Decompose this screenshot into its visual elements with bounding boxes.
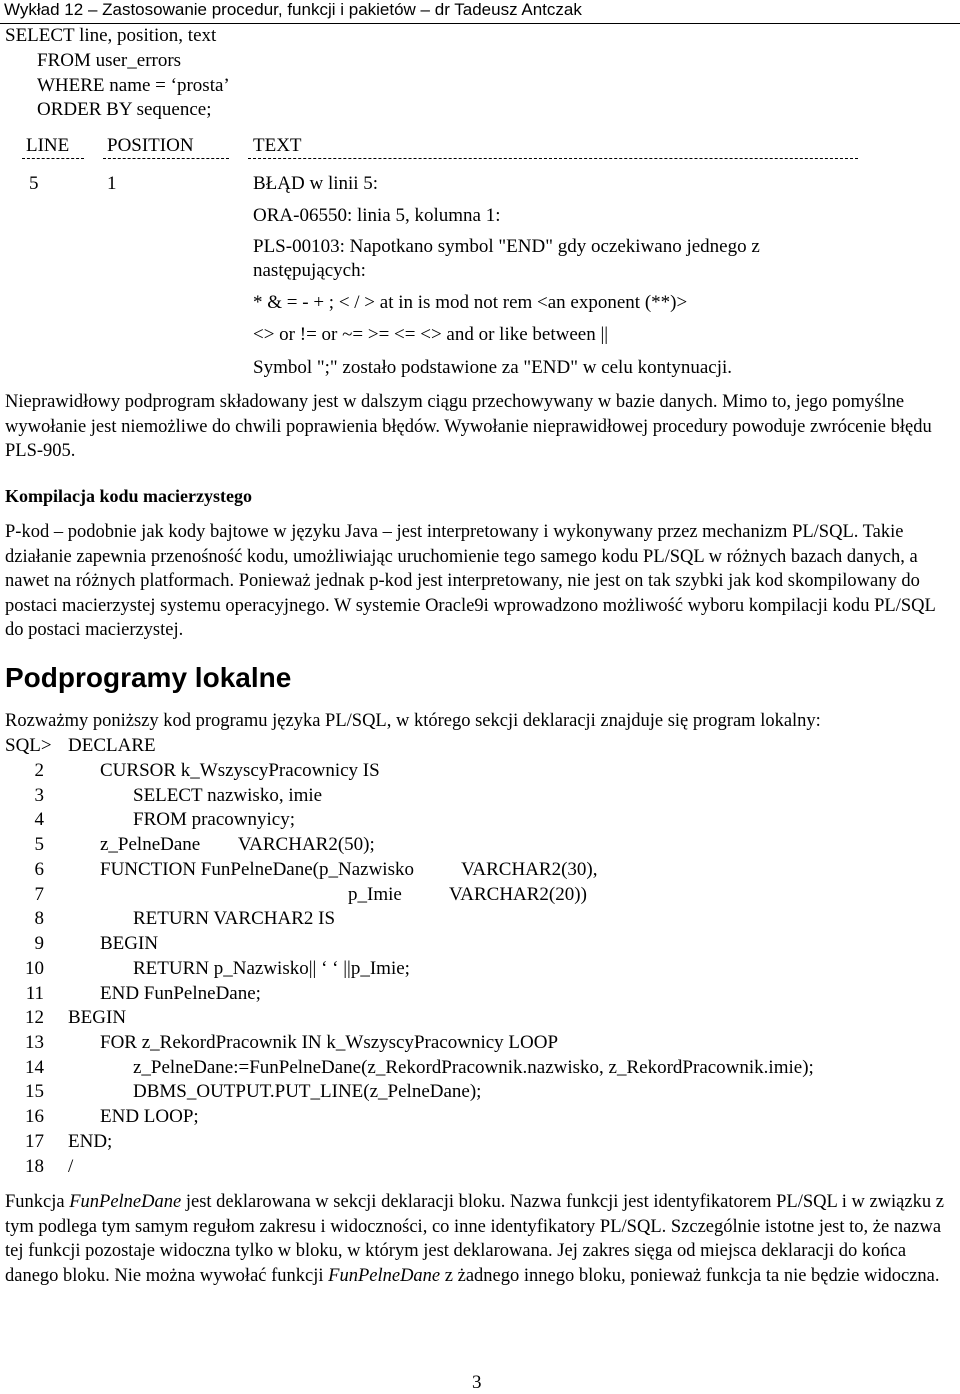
paragraph-text: Nieprawidłowy podprogram składowany jest w dalszym ciągu przechowywany w bazie danych. Mimo to, jego pomyślne wywołanie jest niemożliwe do chwili poprawienia błędów. Wywołanie nieprawidłowej procedury powoduje zwrócenie błędu PLS-905. <box>5 392 932 461</box>
code-line-12: BEGIN <box>68 1007 127 1028</box>
col-header-position: POSITION <box>107 135 194 156</box>
code-line-6: FUNCTION FunPelneDane(p_Nazwisko VARCHAR2(30), <box>100 859 598 880</box>
code-line-number: 6 <box>34 859 44 880</box>
result-text-2: ORA-06550: linia 5, kolumna 1: <box>253 205 501 226</box>
code-line-4: FROM pracownyicy; <box>133 809 296 830</box>
paragraph-text: Rozważmy poniższy kod programu języka PL/SQL, w którego sekcji deklaracji znajduje się program lokalny: <box>5 711 821 731</box>
code-line-2: CURSOR k_WszyscyPracownicy IS <box>100 760 380 781</box>
running-header: Wykład 12 – Zastosowanie procedur, funkcji i pakietów – dr Tadeusz Antczak <box>4 0 582 19</box>
code-line-number: 18 <box>25 1156 44 1177</box>
code-line-number: 8 <box>34 908 44 929</box>
result-text-6: <> or != or ~= >= <= <> and or like between || <box>253 324 609 345</box>
dash-text-col <box>248 158 858 159</box>
col-header-line: LINE <box>26 135 70 156</box>
result-text-4: następujących: <box>253 260 366 281</box>
result-text-5: * & = - + ; < / > at in is mod not rem <an exponent (**)> <box>253 292 688 313</box>
code-line-number: 9 <box>34 933 44 954</box>
query-line-4: ORDER BY sequence; <box>37 99 212 120</box>
dash-position-col <box>103 158 229 159</box>
code-line-number: 3 <box>34 785 44 806</box>
result-line-value: 5 <box>29 173 39 194</box>
code-line-number: 15 <box>25 1081 44 1102</box>
code-line-number: 17 <box>25 1131 44 1152</box>
code-line-3: SELECT nazwisko, imie <box>133 785 323 806</box>
paragraph-intro-code <box>5 709 955 734</box>
paragraph-text: P-kod – podobnie jak kody bajtowe w języku Java – jest interpretowany i wykonywany przez mechanizm PL/SQL. Takie działanie zapewnia przenośność kodu, umożliwiając uruchomienie tego samego kodu PL/SQL w różnych bazach danych, a nawet na różnych platformach. Ponieważ jednak p-kod jest interpretowany, nie jest on tak szybki jak kod skompilowany do postaci macierzystej systemu operacyjnego. W systemie Oracle9i wprowadzono możliwość wyboru kompilacji kodu PL/SQL do postaci macierzystej. <box>5 522 936 640</box>
col-header-text: TEXT <box>253 135 302 156</box>
dash-line-col <box>22 158 84 159</box>
code-line-17: END; <box>68 1131 113 1152</box>
code-line-1: DECLARE <box>68 735 156 756</box>
paragraph-local-function <box>5 1190 955 1288</box>
sql-prompt: SQL> <box>5 735 52 756</box>
section-title: Podprogramy lokalne <box>5 662 292 693</box>
code-line-number: 13 <box>25 1032 44 1053</box>
result-text-1: BŁĄD w linii 5: <box>253 173 379 194</box>
code-line-number: 12 <box>25 1007 44 1028</box>
paragraph-text <box>5 1190 955 1288</box>
page-number: 3 <box>472 1372 482 1393</box>
subheading-native-compilation: Kompilacja kodu macierzystego <box>5 486 252 506</box>
code-line-7: p_Imie VARCHAR2(20)) <box>348 884 587 905</box>
text-span: Funkcja <box>5 1192 70 1212</box>
result-text-3: PLS-00103: Napotkano symbol "END" gdy oczekiwano jednego z <box>253 236 760 257</box>
code-line-16: END LOOP; <box>100 1106 199 1127</box>
code-line-5: z_PelneDane VARCHAR2(50); <box>100 834 375 855</box>
code-line-14: z_PelneDane:=FunPelneDane(z_RekordPracownik.nazwisko, z_RekordPracownik.imie); <box>133 1057 814 1078</box>
paragraph-pcode <box>5 520 955 643</box>
function-name: FunPelneDane <box>328 1265 441 1286</box>
code-line-number: 16 <box>25 1106 44 1127</box>
code-line-number: 5 <box>34 834 44 855</box>
code-line-11: END FunPelneDane; <box>100 983 261 1004</box>
code-line-number: 2 <box>34 760 44 781</box>
function-name: FunPelneDane <box>69 1192 182 1212</box>
query-line-2: FROM user_errors <box>37 50 182 71</box>
code-line-number: 11 <box>25 983 44 1004</box>
text-span: z żadnego innego bloku, ponieważ funkcja ta nie będzie widoczna. <box>440 1265 940 1286</box>
code-line-10: RETURN p_Nazwisko|| ‘ ‘ ||p_Imie; <box>133 958 410 979</box>
query-line-3: WHERE name = ‘prosta’ <box>37 75 230 96</box>
code-line-number: 14 <box>25 1057 44 1078</box>
code-line-number: 7 <box>34 884 44 905</box>
code-line-number: 4 <box>34 809 44 830</box>
code-line-8: RETURN VARCHAR2 IS <box>133 908 336 929</box>
paragraph-invalid-subprogram <box>5 390 955 464</box>
result-text-7: Symbol ";" zostało podstawione za "END" w celu kontynuacji. <box>253 357 733 378</box>
code-line-18: / <box>68 1156 74 1177</box>
text-span: jest deklarowana w sekcji deklaracji bloku. Nazwa funkcji jest identyfikatorem PL/SQL i w związku z tym podlega tym samym regułom zakresu i widoczności, co inne identyfikatory PL/SQL. Szczególnie istotne jest to, że nazwa tej funkcji pozostaje widoczna tylko w bloku, w którym jest deklarowana. Jej zakres sięga od miejsca deklaracji do końca danego bloku. Nie można wywołać funkcji <box>5 1192 944 1286</box>
code-line-13: FOR z_RekordPracownik IN k_WszyscyPracownicy LOOP <box>100 1032 559 1053</box>
code-line-15: DBMS_OUTPUT.PUT_LINE(z_PelneDane); <box>133 1081 482 1102</box>
query-line-1: SELECT line, position, text <box>5 25 217 46</box>
result-position-value: 1 <box>107 173 117 194</box>
code-line-9: BEGIN <box>100 933 159 954</box>
code-line-number: 10 <box>25 958 44 979</box>
